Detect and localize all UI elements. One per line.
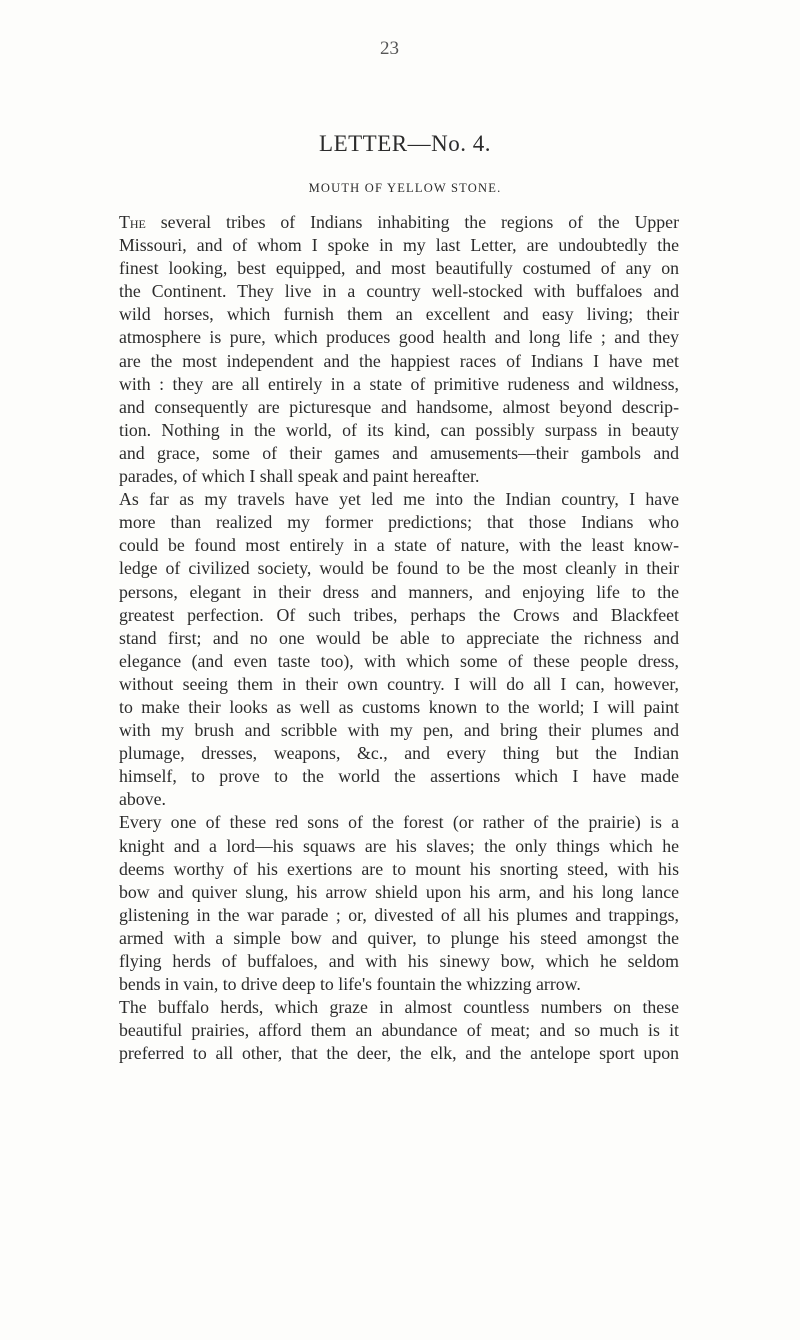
letter-title: LETTER—No. 4. bbox=[319, 131, 491, 156]
text-line: Every one of these red sons of the forest (or rather of the prairie) is a bbox=[119, 812, 679, 833]
text-line: atmosphere is pure, which produces good health and long life ; and they bbox=[119, 327, 679, 348]
text-line: could be found most entirely in a state of nature, with the least know- bbox=[119, 535, 679, 556]
text-line: with my brush and scribble with my pen, and bring their plumes and bbox=[119, 720, 679, 741]
text-line: are the most independent and the happiest races of Indians I have met bbox=[119, 350, 679, 371]
text-line: and consequently are picturesque and handsome, almost beyond descrip- bbox=[119, 396, 679, 417]
text-line: above. bbox=[119, 789, 166, 810]
text-line: to make their looks as well as customs known to the world; I will paint bbox=[119, 696, 679, 717]
text-line: the Continent. They live in a country well-stocked with buffaloes and bbox=[119, 281, 679, 302]
paragraph-4 bbox=[119, 996, 679, 1065]
text-line: bow and quiver slung, his arrow shield upon his arm, and his long lance bbox=[119, 881, 679, 902]
text-line: without seeing them in their own country. I will do all I can, however, bbox=[119, 673, 679, 694]
text-line: As far as my travels have yet led me into the Indian country, I have bbox=[119, 489, 679, 510]
text-line: ledge of civilized society, would be found to be the most cleanly in their bbox=[119, 558, 679, 579]
text-line: persons, elegant in their dress and manners, and enjoying life to the bbox=[119, 581, 679, 602]
text-line: wild horses, which furnish them an excellent and easy living; their bbox=[119, 304, 679, 325]
page-number: 23 bbox=[380, 38, 399, 59]
text-line: more than realized my former predictions; that those Indians who bbox=[119, 512, 679, 533]
text-line: Missouri, and of whom I spoke in my last Letter, are undoubtedly the bbox=[119, 235, 679, 256]
body-text bbox=[119, 211, 679, 1065]
text-line: beautiful prairies, afford them an abundance of meat; and so much is it bbox=[119, 1020, 679, 1041]
text-line: with : they are all entirely in a state of primitive rudeness and wildness, bbox=[119, 373, 679, 394]
text-line: preferred to all other, that the deer, the elk, and the antelope sport upon bbox=[119, 1043, 679, 1064]
text-line: glistening in the war parade ; or, divested of all his plumes and trappings, bbox=[119, 904, 679, 925]
text-line: plumage, dresses, weapons, &c., and every thing but the Indian bbox=[119, 743, 679, 764]
drop-lead-word: The bbox=[119, 212, 146, 232]
text-line: tion. Nothing in the world, of its kind, can possibly surpass in beauty bbox=[119, 419, 679, 440]
text-line: armed with a simple bow and quiver, to plunge his steed amongst the bbox=[119, 927, 679, 948]
text-line: parades, of which I shall speak and paint hereafter. bbox=[119, 466, 480, 487]
text-line: elegance (and even taste too), with which some of these people dress, bbox=[119, 650, 679, 671]
text-line: deems worthy of his exertions are to mount his snorting steed, with his bbox=[119, 858, 679, 879]
text-line: finest looking, best equipped, and most beautifully costumed of any on bbox=[119, 258, 679, 279]
paragraph-1 bbox=[119, 211, 679, 488]
text-line: himself, to prove to the world the assertions which I have made bbox=[119, 766, 679, 787]
paragraph-2 bbox=[119, 488, 679, 811]
letter-subtitle: MOUTH OF YELLOW STONE. bbox=[308, 181, 502, 195]
text-line: and grace, some of their games and amusements—their gambols and bbox=[119, 442, 679, 463]
text-line: stand first; and no one would be able to appreciate the richness and bbox=[119, 627, 679, 648]
text-line: bends in vain, to drive deep to life's fountain the whizzing arrow. bbox=[119, 974, 581, 995]
text-line: The buffalo herds, which graze in almost countless numbers on these bbox=[119, 997, 679, 1018]
text-line: greatest perfection. Of such tribes, perhaps the Crows and Blackfeet bbox=[119, 604, 679, 625]
paragraph-3 bbox=[119, 811, 679, 996]
text-line: knight and a lord—his squaws are his slaves; the only things which he bbox=[119, 835, 679, 856]
text-line: flying herds of buffaloes, and with his sinewy bow, which he seldom bbox=[119, 951, 679, 971]
text-line: The several tribes of Indians inhabiting the regions of the Upper bbox=[119, 212, 679, 232]
